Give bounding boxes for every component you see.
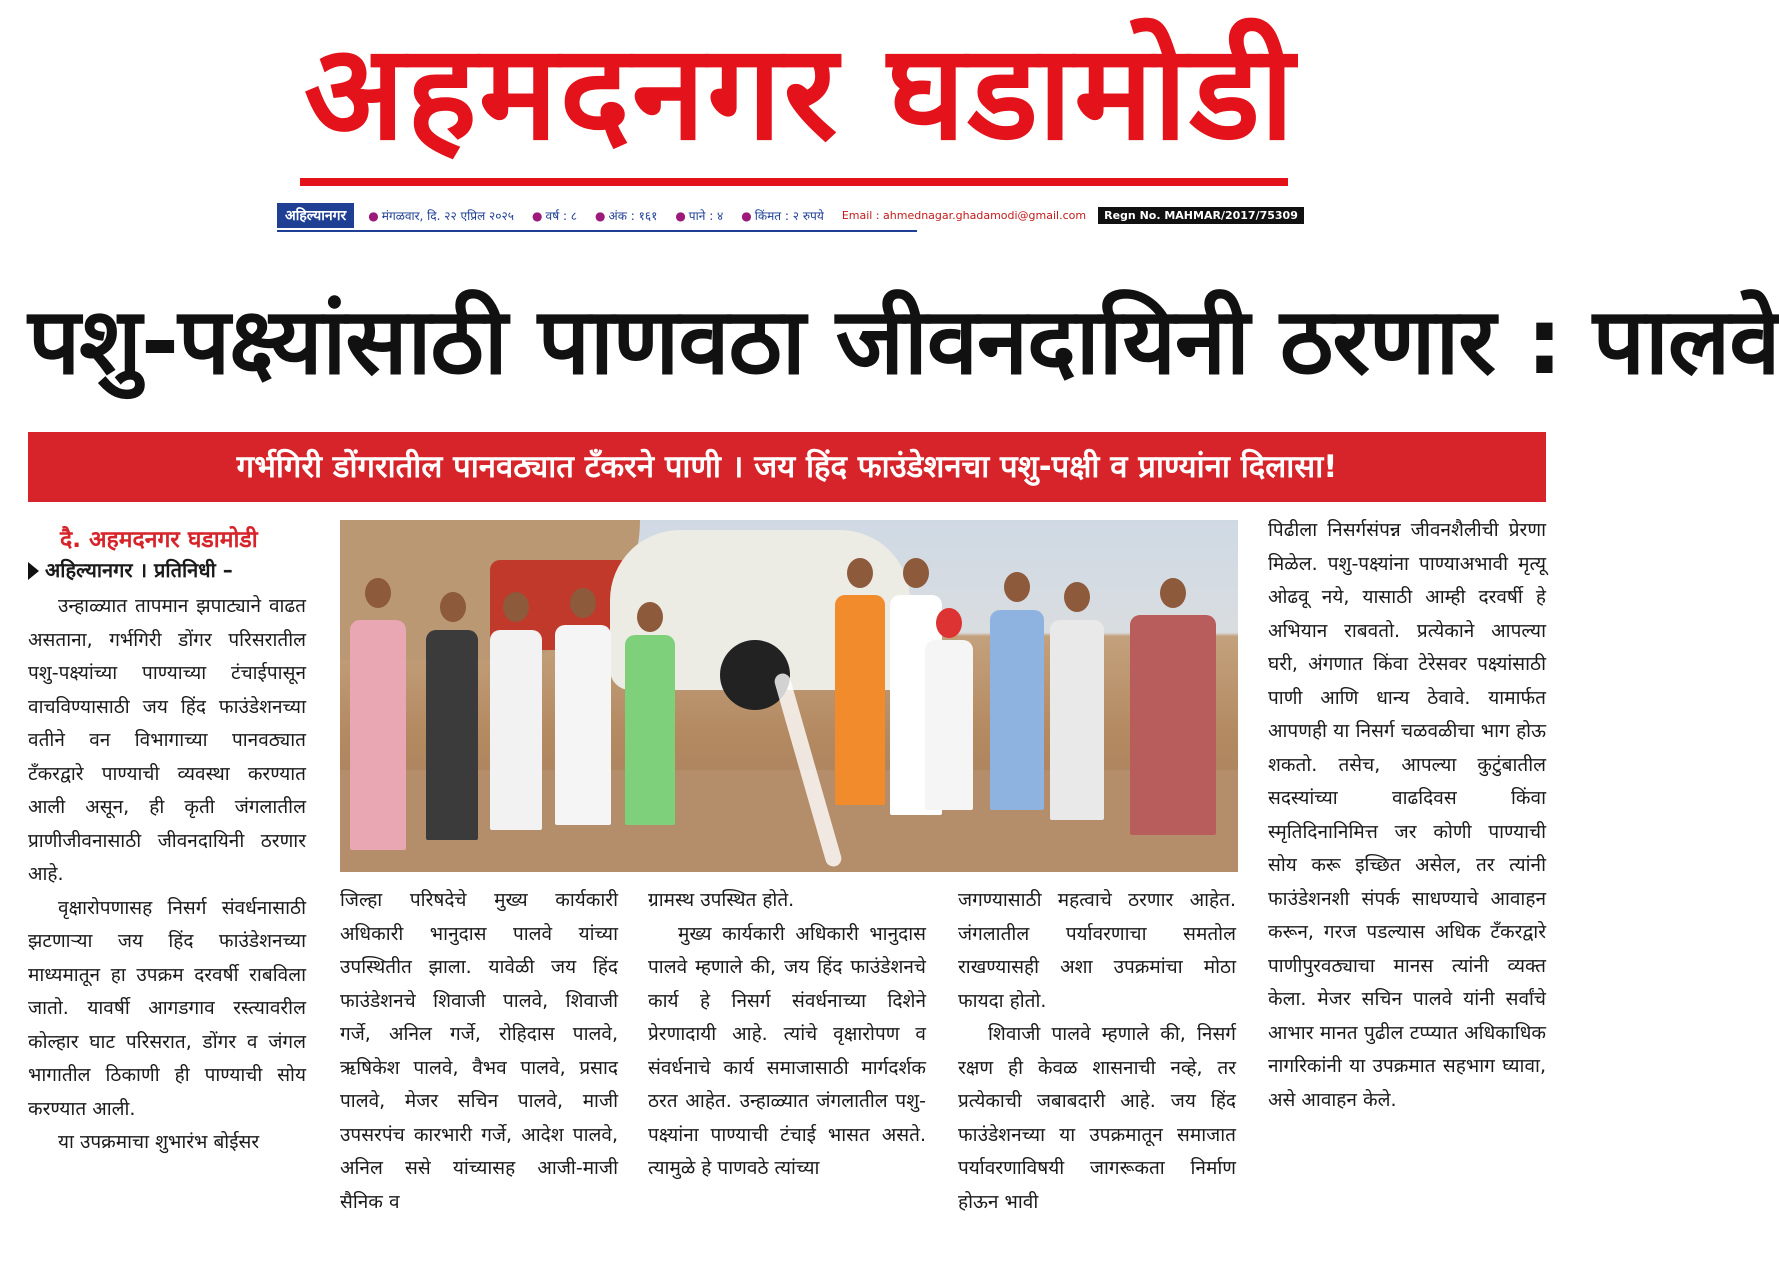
col1-paragraph-2: वृक्षारोपणासह निसर्ग संवर्धनासाठी झटणाऱ्या जय हिंद फाउंडेशनच्या माध्यमातून हा उपक्रम दरवर्षी राबविला जातो. यावर्षी आगडगाव रस्त्यावरील कोल्हार घाट परिसरात, डोंगर व जंगल भागातील ठिकाणी ही पाण्याची सोय करण्यात आली. <box>28 896 306 1120</box>
col3-paragraph-1: ग्रामस्थ उपस्थित होते. <box>648 889 795 911</box>
info-regn: Regn No. MAHMAR/2017/75309 <box>1098 207 1304 224</box>
photo-person <box>925 640 973 810</box>
photo-person-head <box>1160 578 1186 608</box>
photo-person-head <box>1004 572 1030 602</box>
info-price: ● किंमत : २ रुपये <box>741 209 824 223</box>
col1-paragraph-1: उन्हाळ्यात तापमान झपाट्याने वाढत असताना, गर्भगिरी डोंगर परिसरातील पशु-पक्ष्यांच्या पाण्याच्या टंचाईपासून वाचविण्यासाठी जय हिंद फाउंडेशनच्या वतीने वन विभागाच्या पानवठ्यात टँकरद्वारे पाण्याची व्यवस्था करण्यात आली असून, ही कृती जंगलातील प्राणीजीवनासाठी जीवनदायिनी ठरणार आहे. <box>28 595 306 885</box>
article-column-3 <box>648 884 926 1186</box>
headline: पशु-पक्ष्यांसाठी पाणवठा जीवनदायिनी ठरणार : पालवे <box>28 288 1779 395</box>
photo-person-head <box>637 602 663 632</box>
photo-person <box>1130 615 1216 835</box>
photo-person <box>835 595 885 805</box>
photo-person <box>1050 620 1104 820</box>
info-bar <box>277 203 1337 228</box>
col4-paragraph-1: जगण्यासाठी महत्वाचे ठरणार आहेत. जंगलातील पर्यावरणाचा समतोल राखण्यासही अशा उपक्रमांचा मोठा फायदा होतो. <box>958 889 1236 1012</box>
photo-person-head <box>903 558 929 588</box>
info-email: Email : ahmednagar.ghadamodi@gmail.com <box>841 209 1087 222</box>
info-pages: ● पाने : ४ <box>675 209 724 223</box>
photo-person <box>426 630 478 840</box>
info-city: अहिल्यानगर <box>277 203 354 228</box>
article-column-1 <box>28 590 306 1160</box>
col2-paragraph-1: जिल्हा परिषदेचे मुख्य कार्यकारी अधिकारी भानुदास पालवे यांच्या उपस्थितीत झाला. यावेळी जय हिंद फाउंडेशनचे शिवाजी पालवे, शिवाजी गर्जे, अनिल गर्जे, रोहिदास पालवे, ऋषिकेश पालवे, वैभव पालवे, प्रसाद पालवे, मेजर सचिन पालवे, माजी उपसरपंच कारभारी गर्जे, आदेश पालवे, अनिल ससे यांच्यासह आजी-माजी सैनिक व <box>340 889 618 1213</box>
col3-paragraph-2: मुख्य कार्यकारी अधिकारी भानुदास पालवे म्हणाले की, जय हिंद फाउंडेशनचे कार्य हे निसर्ग संवर्धनाच्या दिशेने प्रेरणादायी आहे. त्यांचे वृक्षारोपण व संवर्धनाचे कार्य समाजासाठी मार्गदर्शक ठरत आहेत. उन्हाळ्यात जंगलातील पशु-पक्ष्यांना पाण्याची टंचाई भासत असते. त्यामुळे हे पाणवठे त्यांच्या <box>648 922 926 1179</box>
masthead-title: अहमदनगर घडामोडी <box>303 16 1297 170</box>
news-photo <box>340 520 1238 872</box>
info-rule <box>277 230 917 232</box>
info-date: ● मंगळवार, दि. २२ एप्रिल २०२५ <box>368 209 515 223</box>
photo-person <box>625 635 675 825</box>
photo-person-head <box>936 608 962 638</box>
article-column-5 <box>1268 514 1546 1117</box>
photo-person <box>490 630 542 830</box>
subheadline-bar: गर्भगिरी डोंगरातील पानवठ्यात टँकरने पाणी । जय हिंद फाउंडेशनचा पशु-पक्षी व प्राण्यांना दिलासा! <box>28 432 1546 502</box>
article-column-4 <box>958 884 1236 1219</box>
photo-person <box>990 610 1044 810</box>
photo-person <box>555 625 611 825</box>
article-column-2 <box>340 884 618 1219</box>
photo-person-head <box>440 592 466 622</box>
info-year: ● वर्ष : ८ <box>532 209 578 223</box>
col5-paragraph-1: पिढीला निसर्गसंपन्न जीवनशैलीची प्रेरणा मिळेल. पशु-पक्ष्यांना पाण्याअभावी मृत्यू ओढवू नये, यासाठी आम्ही दरवर्षी हे अभियान राबवतो. प्रत्येकाने आपल्या घरी, अंगणात किंवा टेरेसवर पक्ष्यांसाठी पाणी आणि धान्य ठेवावे. यामार्फत आपणही या निसर्ग चळवळीचा भाग होऊ शकतो. तसेच, आपल्या कुटुंबातील सदस्यांच्या वाढदिवस किंवा स्मृतिदिनानिमित्त जर कोणी पाण्याची सोय करू इच्छित असेल, तर त्यांनी फाउंडेशनशी संपर्क साधण्याचे आवाहन करून, गरज पडल्यास अधिक टँकरद्वारे पाणीपुरवठ्याचा मानस त्यांनी व्यक्त केला. मेजर सचिन पालवे यांनी सर्वांचे आभार मानत पुढील टप्प्यात अधिकाधिक नागरिकांनी या उपक्रमात सहभाग घ्यावा, असे आवाहन केले. <box>1268 519 1546 1111</box>
photo-person-head <box>570 588 596 618</box>
photo-person-head <box>847 558 873 588</box>
photo-person <box>350 620 406 850</box>
byline-dateline: अहिल्यानगर । प्रतिनिधी – <box>28 556 233 583</box>
photo-person-head <box>1064 582 1090 612</box>
dateline-marker-icon <box>28 562 39 580</box>
photo-person-head <box>503 592 529 622</box>
masthead-rule <box>300 178 1288 186</box>
col4-paragraph-2: शिवाजी पालवे म्हणाले की, निसर्ग रक्षण ही केवळ शासनाची नव्हे, तर प्रत्येकाची जबाबदारी आहे. जय हिंद फाउंडेशनच्या या उपक्रमातून समाजात पर्यावरणाविषयी जागरूकता निर्माण होऊन भावी <box>958 1023 1236 1213</box>
byline-paper: दै. अहमदनगर घडामोडी <box>60 527 258 553</box>
col1-paragraph-3: या उपक्रमाचा शुभारंभ बोईसर <box>58 1131 260 1153</box>
info-issue: ● अंक : १६१ <box>595 209 658 223</box>
photo-person-head <box>365 578 391 608</box>
